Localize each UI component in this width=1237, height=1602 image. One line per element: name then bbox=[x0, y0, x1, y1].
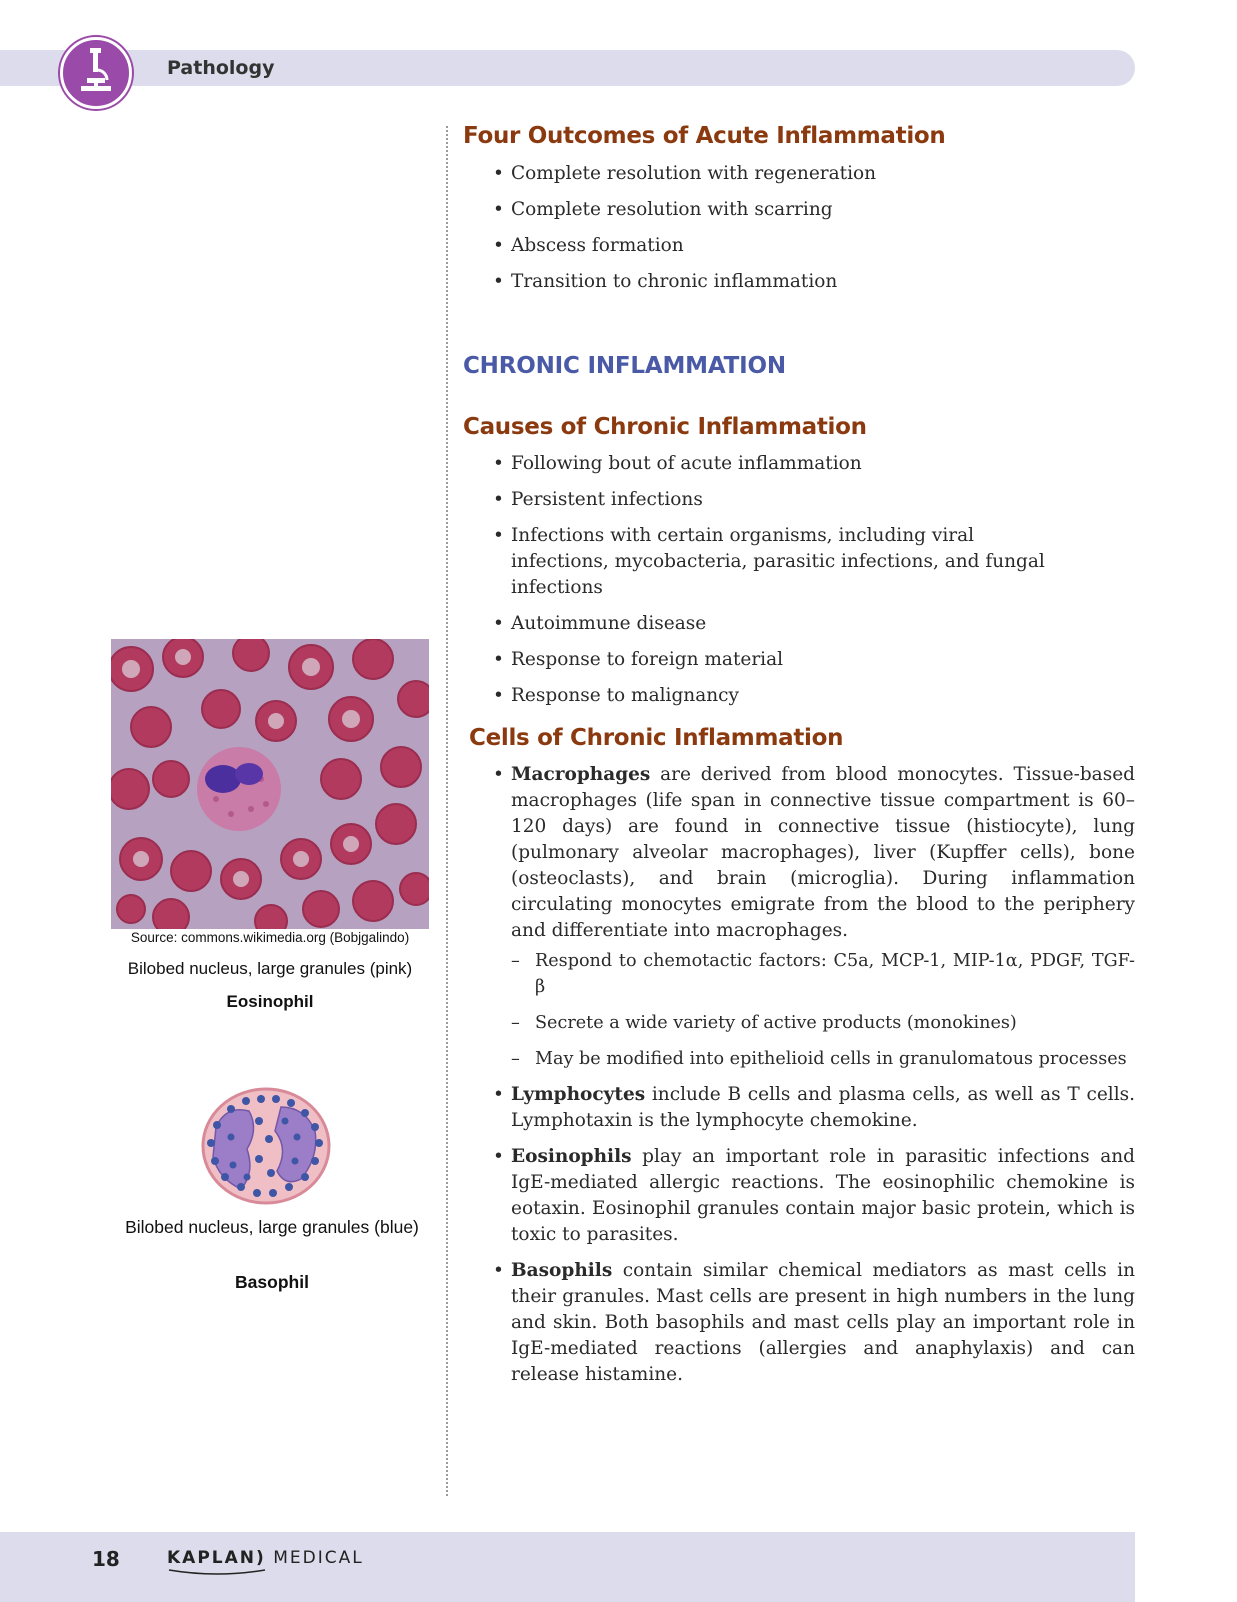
kaplan-medical-logo: KAPLAN) MEDICAL bbox=[167, 1548, 364, 1568]
outcomes-list bbox=[491, 161, 1131, 305]
list-item-eosinophils bbox=[491, 1144, 1135, 1248]
list-item: • Autoimmune disease bbox=[491, 611, 1071, 637]
basophil-label: Basophil bbox=[235, 1272, 309, 1292]
column-divider bbox=[446, 126, 448, 1496]
list-item: • Infections with certain organisms, including viral infections, mycobacteria, parasitic infections, and fungal infections bbox=[491, 523, 1071, 601]
lymphocytes-text: include B cells and plasma cells, as well as T cells. Lymphotaxin is the lymphocyte chemokine. bbox=[511, 1084, 1135, 1131]
eosinophil-label: Eosinophil bbox=[226, 992, 314, 1011]
cells-heading: Cells of Chronic Inflammation bbox=[469, 725, 844, 751]
sub-item: – May be modified into epithelioid cells in granulomatous processes bbox=[511, 1046, 1135, 1072]
causes-list bbox=[491, 451, 1071, 719]
macrophage-subitems bbox=[511, 948, 1135, 1072]
basophil-diagram bbox=[201, 1087, 331, 1205]
term-lymphocytes: Lymphocytes bbox=[511, 1084, 646, 1105]
eosinophil-description: Bilobed nucleus, large granules (pink) bbox=[127, 959, 413, 978]
brand-kaplan: KAPLAN bbox=[167, 1548, 257, 1568]
basophils-text: contain similar chemical mediators as mast cells in their granules. Mast cells are present in high numbers in the lung and skin. Both basophils and mast cells play an important role in IgE-mediated reactions (allergies and anaphylaxis) and can release histamine. bbox=[511, 1260, 1135, 1385]
term-eosinophils: Eosinophils bbox=[511, 1146, 632, 1167]
chronic-heading: CHRONIC INFLAMMATION bbox=[463, 353, 786, 379]
eosinophils-text: play an important role in parasitic infections and IgE-mediated allergic reactions. The eosinophilic chemokine is eotaxin. Eosinophil granules contain major basic protein, which is toxic to parasites. bbox=[511, 1146, 1135, 1245]
list-item: • Persistent infections bbox=[491, 487, 1071, 513]
eosinophil-micrograph bbox=[111, 639, 429, 929]
page-number: 18 bbox=[92, 1547, 120, 1571]
term-macrophages: Macrophages bbox=[511, 764, 651, 785]
eosinophil-source: Source: commons.wikimedia.org (Bobjgalindo) bbox=[130, 930, 410, 945]
basophil-description: Bilobed nucleus, large granules (blue) bbox=[125, 1217, 419, 1237]
list-item: • Abscess formation bbox=[491, 233, 1131, 259]
cells-list bbox=[491, 762, 1135, 1398]
microscope-logo-icon bbox=[60, 37, 132, 109]
list-item: • Following bout of acute inflammation bbox=[491, 451, 1071, 477]
list-item-macrophages bbox=[491, 762, 1135, 1072]
causes-heading: Causes of Chronic Inflammation bbox=[463, 414, 867, 440]
term-basophils: Basophils bbox=[511, 1260, 613, 1281]
list-item: • Response to foreign material bbox=[491, 647, 1071, 673]
outcomes-heading: Four Outcomes of Acute Inflammation bbox=[463, 123, 946, 149]
list-item-lymphocytes bbox=[491, 1082, 1135, 1134]
macrophages-text: are derived from blood monocytes. Tissue-based macrophages (life span in connective tissue compartment is 60–120 days) are found in connective tissue (histiocyte), lung (pulmonary alveolar macrophages), liver (Kupffer cells), bone (osteoclasts), and brain (microglia). During inflammation circulating monocytes emigrate from the blood to the periphery and differentiate into macrophages. bbox=[511, 764, 1135, 941]
list-item-basophils bbox=[491, 1258, 1135, 1388]
section-title: Pathology bbox=[167, 57, 275, 79]
list-item: • Response to malignancy bbox=[491, 683, 1071, 709]
sub-item: – Secrete a wide variety of active products (monokines) bbox=[511, 1010, 1135, 1036]
list-item: • Complete resolution with scarring bbox=[491, 197, 1131, 223]
brand-medical: MEDICAL bbox=[273, 1548, 364, 1568]
sub-item: – Respond to chemotactic factors: C5a, MCP-1, MIP-1α, PDGF, TGF-β bbox=[511, 948, 1135, 1000]
list-item: • Complete resolution with regeneration bbox=[491, 161, 1131, 187]
list-item: • Transition to chronic inflammation bbox=[491, 269, 1131, 295]
